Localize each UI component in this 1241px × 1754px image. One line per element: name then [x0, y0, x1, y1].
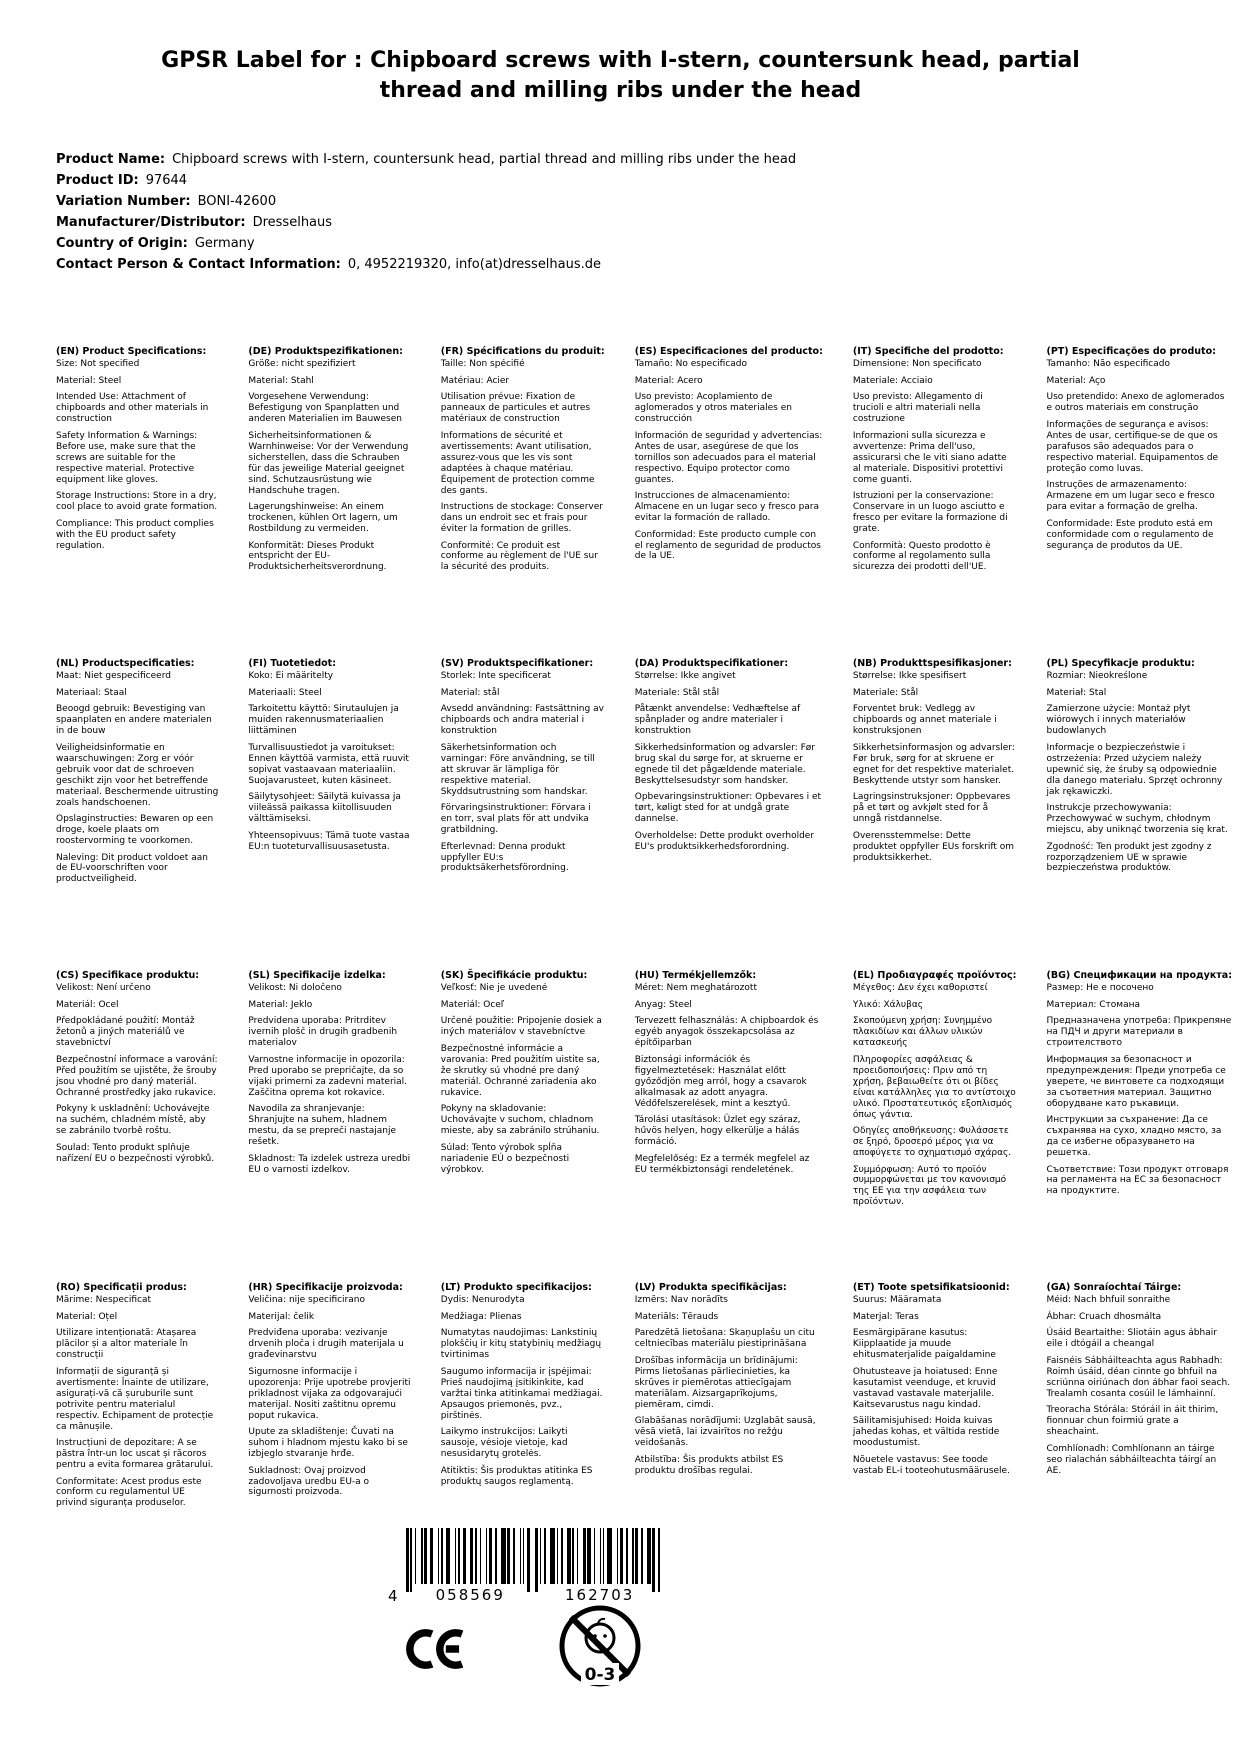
spec-block-da [635, 658, 823, 970]
spec-block-body [56, 671, 218, 885]
spec-paragraph: Lagerungshinweise: An einem trockenen, kühlen Ort lagern, um Rostbildung zu vermeiden. [248, 502, 398, 535]
spec-paragraph: Glabāšanas norādījumi: Uzglabāt sausā, vēsā vietā, lai izvairītos no režģu veidošanās. [634, 1416, 816, 1449]
spec-block-title: (HU) Termékjellemzők: [634, 970, 757, 982]
barcode-bar [486, 1528, 488, 1584]
spec-paragraph: Informazioni sulla sicurezza e avvertenze: Prima dell'uso, assicurarsi che le viti siano adatte al materiale. Dispositivi protettivi come guanti. [852, 430, 1007, 485]
spec-paragraph: Nõuetele vastavus: See toode vastab EL-i tooteohutusmäärusele. [852, 1454, 1010, 1476]
spec-paragraph: Material: Oțel [56, 1311, 118, 1322]
barcode-bar [501, 1528, 506, 1584]
spec-paragraph: Izmērs: Nav norādīts [634, 1295, 728, 1306]
spec-paragraph: Informações de segurança e avisos: Antes de usar, certifique-se de que os parafusos são adequados para o respectivo material. Equipamentos de proteção como luvas. [1046, 419, 1219, 474]
spec-paragraph: Υλικό: Χάλυβας [852, 999, 924, 1010]
spec-block-title: (SV) Produktspecifikationer: [440, 658, 594, 670]
spec-paragraph: Informacje o bezpieczeństwie i ostrzeżenia: Przed użyciem należy upewnić się, że śruby są odpowiednie dla danego materiału. Sprzęt ochronny jak rękawiczki. [1046, 742, 1223, 797]
product-info-value: 97644 [145, 173, 188, 189]
spec-block-de [248, 346, 410, 658]
spec-paragraph: Faisnéis Sábháilteachta agus Rabhadh: Roimh úsáid, déan cinnte go bhfuil na scriúnna oiriúnach don ábhar faoi seach. Trealamh cosanta cosúil le lámhainní. [1046, 1355, 1231, 1399]
spec-block-nb [853, 658, 1017, 970]
spec-paragraph: Tárolási utasítások: Üzlet egy száraz, hűvös helyen, hogy elkerülje a hálás formáció. [634, 1115, 801, 1148]
spec-paragraph: Istruzioni per la conservazione: Conservare in un luogo asciutto e fresco per evitare la formazione di grate. [852, 491, 1008, 535]
barcode-bar [458, 1528, 460, 1584]
spec-paragraph: Instrucțiuni de depozitare: A se păstra într-un loc uscat și răcoros pentru a evita formarea grătarului. [56, 1438, 214, 1471]
barcode-bar [544, 1528, 546, 1584]
spec-block-body [56, 1295, 218, 1509]
spec-paragraph: Rozmiar: Nieokreślone [1046, 671, 1148, 682]
spec-paragraph: Sikkerhetsinformasjon og advarsler: Før bruk, sørg for at skruene er egnet for det respektive materialet. Beskyttende utstyr som hansker. [852, 742, 1015, 786]
spec-paragraph: Saugumo informacija ir įspėjimai: Prieš naudojimą įsitikinkite, kad varžtai tinka atitinkamai medžiagai. Apsaugos priemonės, pvz., pirštinės. [440, 1366, 603, 1421]
spec-paragraph: Veličina: nije specificirano [248, 1295, 365, 1306]
spec-paragraph: Materiaal: Staal [56, 687, 127, 698]
spec-paragraph: Información de seguridad y advertencias: Antes de usar, asegúrese de que los tornillos son adecuados para el material respectivo. Equipo protector como guantes. [634, 430, 823, 485]
spec-block-body [853, 359, 1017, 573]
spec-block-title: (EL) Προδιαγραφές προϊόντος: [852, 970, 1017, 982]
spec-block-title: (BG) Спецификации на продукта: [1046, 970, 1232, 982]
spec-paragraph: Materijal: čelik [248, 1311, 315, 1322]
spec-block-title: (SK) Špecifikácie produktu: [440, 970, 588, 982]
age-warning-icon [558, 1602, 642, 1694]
product-info-label: Product ID: [56, 173, 139, 189]
spec-paragraph: Eesmärgipärane kasutus: Kiipplaatide ja muude ehitusmaterjalide paigaldamine [852, 1328, 996, 1361]
spec-paragraph: Overholdelse: Dette produkt overholder EU's produktsikkerhedsforordning. [634, 830, 815, 852]
spec-paragraph: Tamaño: No especificado [634, 359, 748, 370]
spec-paragraph: Megfelelőség: Ez a termék megfelel az EU termékbiztonsági rendeletének. [634, 1153, 810, 1175]
page-title: GPSR Label for : Chipboard screws with I-stern, countersunk head, partial thread and milling ribs under the head [161, 48, 1080, 103]
spec-paragraph: Material: Aço [1046, 375, 1106, 386]
spec-paragraph: Safety Information & Warnings: Before use, make sure that the screws are suitable for the respective material. Protective equipment like gloves. [56, 430, 198, 485]
barcode-bar [550, 1528, 555, 1584]
spec-paragraph: Material: Jeklo [248, 999, 313, 1010]
spec-block-body [853, 983, 1017, 1208]
spec-grid [56, 346, 1232, 1594]
spec-block-hr [248, 1282, 410, 1594]
spec-block-cs [56, 970, 218, 1282]
spec-paragraph: Σκοπούμενη χρήση: Συνημμένο πλακιδίων και άλλων υλικών κατασκευής [852, 1016, 993, 1049]
spec-block-it [853, 346, 1017, 658]
spec-paragraph: Storage Instructions: Store in a dry, cool place to avoid grate formation. [56, 491, 218, 513]
barcode-bar [470, 1528, 473, 1584]
spec-paragraph: Veľkosť: Nie je uvedené [440, 983, 548, 994]
spec-block-body [853, 671, 1017, 863]
spec-paragraph: Laikymo instrukcijos: Laikyti sausoje, vėsioje vietoje, kad nesusidarytų grotelės. [440, 1427, 568, 1460]
spec-paragraph: Størrelse: Ikke angivet [634, 671, 736, 682]
spec-paragraph: Material: Steel [56, 375, 122, 386]
spec-paragraph: Säilytysohjeet: Säilytä kuivassa ja viileässä paikassa kiitollisuuden välttämiseksi. [248, 792, 401, 825]
spec-block-title: (RO) Specificații produs: [56, 1282, 187, 1294]
spec-paragraph: Pokyny na skladovanie: Uchovávajte v suchom, chladnom mieste, aby sa zabránilo strúhaniu. [440, 1104, 600, 1137]
spec-paragraph: Bezpečnostné informácie a varovania: Pred použitím uistite sa, že skrutky sú vhodné pre daný materiál. Ochranné zariadenia ako rukavice. [440, 1043, 600, 1098]
product-info-label: Contact Person & Contact Information: [56, 256, 341, 272]
spec-paragraph: Предназначена употреба: Прикрепяне на ПДЧ и други материали в строителството [1046, 1016, 1232, 1049]
spec-paragraph: Úsáid Beartaithe: Sliotáin agus ábhair eile i dtógáil a cheangal [1046, 1328, 1217, 1350]
barcode-bar [480, 1528, 482, 1584]
spec-paragraph: Numatytas naudojimas: Lankstinių plokščių ir kitų statybinių medžiagų tvirtinimas [440, 1328, 602, 1361]
spec-paragraph: Materiale: Acciaio [852, 375, 933, 386]
spec-paragraph: Материал: Стомана [1046, 999, 1141, 1010]
barcode-bar [540, 1528, 542, 1584]
spec-paragraph: Instruções de armazenamento: Armazene em um lugar seco e fresco para evitar a formação de grelha. [1046, 480, 1215, 513]
spec-paragraph: Predvidena uporaba: Pritrditev ivernih plošč in drugih gradbenih materialov [248, 1016, 398, 1049]
spec-paragraph: Biztonsági információk és figyelmeztetések: Használat előtt győződjön meg arról, hogy a csavarok alkalmasak az adott anyagra. Védőfelszerelések, mint a kesztyű. [634, 1054, 807, 1109]
barcode-bar [406, 1528, 409, 1592]
spec-paragraph: Инструкции за съхранение: Да се съхранява на сухо, хладно място, за да се избегне образуването на решетка. [1046, 1115, 1222, 1159]
spec-paragraph: Méret: Nem meghatározott [634, 983, 757, 994]
spec-block-title: (CS) Specifikace produktu: [56, 970, 200, 982]
spec-paragraph: Conformitate: Acest produs este conform cu regulamentul UE privind siguranța produselor. [56, 1476, 202, 1509]
barcode-bar [603, 1528, 605, 1584]
spec-paragraph: Säkerhetsinformation och varningar: Före användning, se till att skruvar är lämpliga för respektive material. Skyddsutrustning som handskar. [440, 742, 595, 797]
barcode-bar [587, 1528, 590, 1584]
spec-paragraph: Tamanho: Não especificado [1046, 359, 1170, 370]
barcode-bar [641, 1528, 643, 1584]
barcode-prefix-digit: 4 [388, 1587, 398, 1605]
spec-block-fi [248, 658, 410, 970]
spec-paragraph: Materiál: Ocel [56, 999, 119, 1010]
barcode-bar [617, 1528, 619, 1584]
spec-block-body [635, 671, 823, 852]
spec-paragraph: Informații de siguranță și avertismente: Înainte de utilizare, asigurați-vă că șuruburile sunt potrivite pentru materialul respectiv. Echipament de protecție ca mănușile. [56, 1366, 214, 1432]
product-info-label: Product Name: [56, 152, 166, 168]
spec-paragraph: Utilizare intenționată: Atașarea plăcilor și a altor materiale în construcții [56, 1328, 197, 1361]
spec-paragraph: Beoogd gebruik: Bevestiging van spaanplaten en andere materialen in de bouw [56, 704, 212, 737]
spec-block-el [853, 970, 1017, 1282]
barcode-bar [620, 1528, 623, 1584]
spec-paragraph: Uso pretendido: Anexo de aglomerados e outros materiais em construção [1046, 392, 1225, 414]
ce-mark-icon [402, 1620, 470, 1678]
spec-block-et [853, 1282, 1017, 1594]
spec-block-body [441, 359, 605, 573]
spec-paragraph: Upute za skladištenje: Čuvati na suhom i hladnom mjestu kako bi se izbjeglo stvaranje hrđe. [248, 1427, 408, 1460]
product-info-row [56, 151, 1241, 170]
spec-block-hu [635, 970, 823, 1282]
spec-block-body [1046, 1295, 1232, 1476]
spec-paragraph: Materiale: Stål [852, 687, 919, 698]
spec-block-bg [1046, 970, 1232, 1282]
product-info-value: 0, 4952219320, info(at)dresselhaus.de [347, 256, 602, 272]
barcode-bar [424, 1528, 427, 1584]
spec-block-title: (LV) Produkta specifikācijas: [634, 1282, 787, 1294]
spec-paragraph: Compliance: This product complies with the EU product safety regulation. [56, 518, 214, 551]
spec-block-title: (HR) Specifikacije proizvoda: [248, 1282, 403, 1294]
spec-paragraph: Anyag: Steel [634, 999, 692, 1010]
spec-block-body [635, 983, 823, 1175]
spec-paragraph: Storlek: Inte specificerat [440, 671, 551, 682]
spec-block-title: (SL) Specifikacije izdelka: [248, 970, 386, 982]
barcode-bar [410, 1528, 412, 1592]
barcode-bar [513, 1528, 515, 1584]
spec-paragraph: Forventet bruk: Vedlegg av chipboards og annet materiale i konstruksjonen [852, 704, 997, 737]
spec-paragraph: Tervezett felhasználás: A chipboardok és egyéb anyagok összekapcsolása az építőiparban [634, 1016, 819, 1049]
spec-paragraph: Drošības informācija un brīdinājumi: Pirms lietošanas pārliecinieties, ka skrūves ir piemērotas attiecīgajam materiālam. Aizsargaprīkojums, piemēram, cimdi. [634, 1355, 798, 1410]
spec-block-body [635, 359, 823, 562]
spec-paragraph: Πληροφορίες ασφάλειας & προειδοποιήσεις: Πριν από τη χρήση, βεβαιωθείτε ότι οι βίδες είναι κατάλληλες για το αντίστοιχο υλικό. Προστατευτικός εξοπλισμός όπως γάντια. [852, 1054, 1016, 1120]
spec-paragraph: Uso previsto: Acoplamiento de aglomerados y otros materiales en construcción [634, 392, 792, 425]
spec-block-body [1046, 671, 1232, 874]
spec-block-body [56, 983, 218, 1164]
barcode-bar [583, 1528, 586, 1584]
product-info-row [56, 235, 1241, 254]
spec-paragraph: Material: Stahl [248, 375, 314, 386]
spec-paragraph: Materiale: Stål stål [634, 687, 720, 698]
spec-paragraph: Instrucciones de almacenamiento: Almacene en un lugar seco y fresco para evitar la formación de rallado. [634, 491, 820, 524]
spec-paragraph: Zamierzone użycie: Montaż płyt wiórowych i innych materiałów budowlanych [1046, 704, 1191, 737]
spec-paragraph: Bezpečnostní informace a varování: Před použitím se ujistěte, že šrouby jsou vhodné pro daný materiál. Ochranné prostředky jako rukavice. [56, 1054, 218, 1098]
spec-block-title: (EN) Product Specifications: [56, 346, 207, 358]
spec-block-body [56, 359, 218, 551]
barcode-bar [567, 1528, 570, 1584]
spec-block-body [441, 671, 605, 874]
spec-block-body [1046, 359, 1232, 551]
barcode-bar [520, 1528, 522, 1584]
spec-paragraph: Overensstemmelse: Dette produktet oppfyller EUs forskrift om produktsikkerhet. [852, 830, 1015, 863]
barcode-bar [507, 1528, 510, 1584]
barcode-bar [607, 1528, 612, 1584]
spec-paragraph: Koko: Ei määritelty [248, 671, 334, 682]
spec-paragraph: Velikost: Ni določeno [248, 983, 342, 994]
spec-block-title: (LT) Produkto specifikacijos: [440, 1282, 592, 1294]
spec-paragraph: Varnostne informacije in opozorila: Pred uporabo se prepričajte, da so vijaki primerni za zadevni material. Zaščitna oprema kot rokavice. [248, 1054, 408, 1098]
spec-paragraph: Taille: Non spécifié [440, 359, 525, 370]
spec-paragraph: Velikost: Není určeno [56, 983, 151, 994]
spec-block-body [248, 359, 410, 573]
barcode-main [406, 1528, 665, 1604]
spec-paragraph: Sicherheitsinformationen & Warnhinweise: Vor der Verwendung sicherstellen, dass die Schrauben für das jeweilige Material geeignet sind. Schutzausrüstung wie Handschuhe tragen. [248, 430, 409, 496]
barcode-bar [421, 1528, 423, 1584]
barcode-bar [600, 1528, 602, 1584]
spec-paragraph: Materiaali: Steel [248, 687, 322, 698]
barcode-bar [626, 1528, 628, 1584]
spec-paragraph: Intended Use: Attachment of chipboards and other materials in construction [56, 392, 209, 425]
spec-block-body [441, 1295, 605, 1487]
spec-paragraph: Paredzētā lietošana: Skaņuplašu un citu celtniecības materiālu piestiprināšana [634, 1328, 815, 1350]
spec-paragraph: Lagringsinstruksjoner: Oppbevares på et tørt og avkjølt sted for å unngå ristdannelse. [852, 792, 1011, 825]
product-info-value: Dresselhaus [252, 214, 333, 230]
spec-paragraph: Utilisation prévue: Fixation de panneaux de particules et autres matériaux de construction [440, 392, 591, 425]
spec-paragraph: Material: stål [440, 687, 500, 698]
spec-block-body [853, 1295, 1017, 1476]
spec-paragraph: Konformität: Dieses Produkt entspricht der EU-Produktsicherheitsverordnung. [248, 540, 387, 573]
barcode-bar [438, 1528, 440, 1584]
spec-paragraph: Materjal: Teras [852, 1311, 919, 1322]
spec-paragraph: Съответствие: Този продукт отговаря на регламента на ЕС за безопасност на продуктите. [1046, 1164, 1229, 1197]
spec-paragraph: Størrelse: Ikke spesifisert [852, 671, 967, 682]
barcode-bar [652, 1528, 655, 1592]
product-info-value: Chipboard screws with I-stern, countersunk head, partial thread and milling ribs under the head [172, 152, 797, 168]
spec-block-title: (FI) Tuotetiedot: [248, 658, 337, 670]
barcode-bar [632, 1528, 634, 1584]
spec-block-fr [441, 346, 605, 658]
spec-block-body [1046, 983, 1232, 1197]
product-info-label: Variation Number: [56, 194, 191, 210]
spec-paragraph: Größe: nicht spezifiziert [248, 359, 356, 370]
product-info-value: Germany [194, 235, 255, 251]
spec-paragraph: Uso previsto: Allegamento di trucioli e altri materiali nella costruzione [852, 392, 983, 425]
spec-paragraph: Sukladnost: Ovaj proizvod zadovoljava uredbu EU-a o sigurnosti proizvoda. [248, 1465, 370, 1498]
barcode-digit-group-right: 162703 [559, 1586, 640, 1604]
spec-paragraph: Avsedd användning: Fastsättning av chipboards och andra material i konstruktion [440, 704, 604, 737]
product-info-label: Manufacturer/Distributor: [56, 214, 246, 230]
barcode-bar [523, 1528, 525, 1584]
spec-paragraph: Maat: Niet gespecificeerd [56, 671, 171, 682]
spec-block-title: (DE) Produktspezifikationen: [248, 346, 403, 358]
spec-paragraph: Soulad: Tento produkt splňuje nařízení EU o bezpečnosti výrobků. [56, 1142, 215, 1164]
barcode-bar [415, 1528, 417, 1584]
spec-paragraph: Информация за безопасност и предупреждения: Преди употреба се уверете, че винтовете са подходящи за съответния материал. Защитно оборудване като ръкавици. [1046, 1054, 1226, 1109]
spec-block-title: (DA) Produktspecifikationer: [634, 658, 789, 670]
product-info-row [56, 214, 1241, 233]
spec-paragraph: Size: Not specified [56, 359, 140, 370]
spec-paragraph: Suurus: Määramata [852, 1295, 942, 1306]
barcode-bar [594, 1528, 596, 1584]
compliance-marks [402, 1620, 708, 1694]
spec-block-sv [441, 658, 605, 970]
spec-block-ga [1046, 1282, 1232, 1594]
spec-paragraph: Materiāls: Tērauds [634, 1311, 719, 1322]
product-info [56, 151, 1241, 274]
spec-paragraph: Informations de sécurité et avertissements: Avant utilisation, assurez-vous que les vis sont adaptées à chaque matériau. Équipement de protection comme des gants. [440, 430, 595, 496]
barcode-bar [577, 1528, 579, 1584]
barcode-bar [557, 1528, 559, 1584]
product-info-value: BONI-42600 [197, 194, 277, 210]
barcode-bar [455, 1528, 457, 1584]
age-warning-label: 0-3 [584, 1665, 616, 1685]
spec-paragraph: Materiał: Stal [1046, 687, 1107, 698]
spec-block-ro [56, 1282, 218, 1594]
spec-paragraph: Veiligheidsinformatie en waarschuwingen: Zorg er vóór gebruik voor dat de schroeven geschikt zijn voor het betreffende materiaal. Beschermende uitrusting zoals handschoenen. [56, 742, 219, 808]
barcode-bar [658, 1528, 660, 1592]
barcode-bar [635, 1528, 638, 1584]
spec-block-es [635, 346, 823, 658]
spec-paragraph: Förvaringsinstruktioner: Förvara i en torr, sval plats för att undvika gratbildning. [440, 803, 591, 836]
spec-block-title: (FR) Spécifications du produit: [440, 346, 605, 358]
spec-block-title: (GA) Sonraíochtaí Táirge: [1046, 1282, 1182, 1294]
spec-paragraph: Instructions de stockage: Conserver dans un endroit sec et frais pour éviter la formation de grilles. [440, 502, 603, 535]
barcode-bar [446, 1528, 451, 1584]
spec-paragraph: Ohutusteave ja hoiatused: Enne kasutamist veenduge, et kruvid vastavad vastavale materjalile. Kaitsevarustus nagu kindad. [852, 1366, 998, 1410]
spec-paragraph: Conformidade: Este produto está em conformidade com o regulamento de segurança de produtos da UE. [1046, 518, 1214, 551]
spec-paragraph: Navodila za shranjevanje: Shranjujte na suhem, hladnem mestu, da se prepreči nastajanje rešetk. [248, 1104, 397, 1148]
spec-paragraph: Conformità: Questo prodotto è conforme al regolamento sulla sicurezza dei prodotti dell'UE. [852, 540, 991, 573]
product-info-row [56, 193, 1241, 212]
barcode-bar [561, 1528, 563, 1584]
spec-paragraph: Předpokládané použití: Montáž žetonů a jiných materiálů ve stavebnictví [56, 1016, 195, 1049]
barcode-bar [441, 1528, 443, 1584]
spec-block-pl [1046, 658, 1232, 970]
barcode-bar [535, 1528, 538, 1592]
spec-block-body [441, 983, 605, 1175]
spec-paragraph: Размер: Не е посочено [1046, 983, 1154, 994]
spec-paragraph: Atitiktis: Šis produktas atitinka ES produktų saugos reglamentą. [440, 1465, 593, 1487]
bottom-section [388, 1528, 708, 1694]
product-info-row [56, 172, 1241, 191]
spec-block-title: (PL) Specyfikacje produktu: [1046, 658, 1195, 670]
spec-paragraph: Sikkerhedsinformation og advarsler: Før brug skal du sørge for, at skruerne er egnede til det pågældende materiale. Beskyttelsesudstyr som handsker. [634, 742, 815, 786]
spec-paragraph: Atbilstība: Šis produkts atbilst ES produktu drošības regulai. [634, 1454, 784, 1476]
barcode-bar [495, 1528, 497, 1584]
barcode-bars [406, 1528, 665, 1592]
spec-paragraph: Συμμόρφωση: Αυτό το προϊόν συμμορφώνεται με τον κανονισμό της ΕΕ για την ασφάλεια των προϊόντων. [852, 1164, 1007, 1208]
spec-paragraph: Sigurnosne informacije i upozorenja: Prije upotrebe provjeriti prikladnost vijaka za odgovarajući materijal. Nositi zaštitnu opremu poput rukavica. [248, 1366, 411, 1421]
spec-paragraph: Medžiaga: Plienas [440, 1311, 522, 1322]
spec-paragraph: Ábhar: Cruach dhosmálta [1046, 1311, 1162, 1322]
spec-block-title: (ES) Especificaciones del producto: [634, 346, 823, 358]
spec-paragraph: Instrukcje przechowywania: Przechowywać w suchym, chłodnym miejscu, aby uniknąć tworzenia się krat. [1046, 803, 1228, 836]
spec-paragraph: Vorgesehene Verwendung: Befestigung von Spanplatten und anderen Materialien im Bauwesen [248, 392, 402, 425]
spec-paragraph: Dimensione: Non specificato [852, 359, 982, 370]
spec-block-body [248, 1295, 410, 1498]
spec-paragraph: Tarkoitettu käyttö: Sirutaulujen ja muiden rakennusmateriaalien liittäminen [248, 704, 399, 737]
spec-paragraph: Méid: Nach bhfuil sonraithe [1046, 1295, 1171, 1306]
spec-block-title: (ET) Toote spetsifikatsioonid: [852, 1282, 1010, 1294]
spec-paragraph: Dydis: Nenurodyta [440, 1295, 525, 1306]
spec-block-body [248, 983, 410, 1175]
spec-block-title: (NL) Productspecificaties: [56, 658, 195, 670]
spec-paragraph: Predviđena uporaba: vezivanje drvenih ploča i drugih materijala u građevinarstvu [248, 1328, 404, 1361]
spec-paragraph: Comhlíonadh: Comhlíonann an táirge seo rialachán sábháilteachta táirgí an AE. [1046, 1443, 1217, 1476]
spec-block-sl [248, 970, 410, 1282]
spec-paragraph: Opslaginstructies: Bewaren op een droge, koele plaats om roostervorming te voorkomen. [56, 814, 214, 847]
spec-paragraph: Material: Acero [634, 375, 703, 386]
spec-block-title: (NB) Produkttspesifikasjoner: [852, 658, 1012, 670]
spec-block-title: (PT) Especificações do produto: [1046, 346, 1216, 358]
spec-block-body [635, 1295, 823, 1476]
barcode-bar [475, 1528, 477, 1584]
spec-paragraph: Pokyny k uskladnění: Uchovávejte na suchém, chladném místě, aby se zabránilo tvorbě roštu. [56, 1104, 210, 1137]
spec-block-title: (IT) Specifiche del prodotto: [852, 346, 1004, 358]
barcode-bar [572, 1528, 574, 1584]
spec-block-en [56, 346, 218, 658]
spec-paragraph: Materiál: Oceľ [440, 999, 505, 1010]
barcode-bar [489, 1528, 492, 1584]
spec-paragraph: Yhteensopivuus: Tämä tuote vastaa EU:n tuoteturvallisuusasetusta. [248, 830, 410, 852]
spec-paragraph: Matériau: Acier [440, 375, 510, 386]
spec-paragraph: Opbevaringsinstruktioner: Opbevares i et tørt, køligt sted for at undgå grate dannelse. [634, 792, 822, 825]
spec-paragraph: Súlad: Tento výrobok spĺňa nariadenie EÚ o bezpečnosti výrobkov. [440, 1142, 570, 1175]
spec-paragraph: Säilitamisjuhised: Hoida kuivas jahedas kohas, et vältida restide moodustumist. [852, 1416, 1000, 1449]
product-info-label: Country of Origin: [56, 235, 188, 251]
barcode-bar [463, 1528, 466, 1584]
spec-block-nl [56, 658, 218, 970]
barcode-bar [647, 1528, 650, 1584]
spec-block-sk [441, 970, 605, 1282]
spec-paragraph: Conformidad: Este producto cumple con el reglamento de seguridad de productos de la UE. [634, 529, 821, 562]
spec-paragraph: Treoracha Stórála: Stóráil in áit thirim, fionnuar chun foirmiú grate a sheachaint. [1046, 1405, 1219, 1438]
spec-paragraph: Påtænkt anvendelse: Vedhæftelse af spånplader og andre materialer i konstruktion [634, 704, 801, 737]
barcode [388, 1528, 708, 1604]
spec-block-body [248, 671, 410, 852]
barcode-bar [430, 1528, 433, 1584]
spec-paragraph: Turvallisuustiedot ja varoitukset: Ennen käyttöä varmista, että ruuvit sopivat vastaavaan materiaaliin. Suojavarusteet, kuten käsineet. [248, 742, 409, 786]
spec-paragraph: Mărime: Nespecificat [56, 1295, 151, 1306]
spec-paragraph: Conformité: Ce produit est conforme au règlement de l'UE sur la sécurité des produits. [440, 540, 598, 573]
barcode-digit-group-left: 058569 [430, 1586, 511, 1604]
spec-paragraph: Skladnost: Ta izdelek ustreza uredbi EU o varnosti izdelkov. [248, 1153, 411, 1175]
spec-paragraph: Zgodność: Ten produkt jest zgodny z rozporządzeniem UE w sprawie bezpieczeństwa produktów. [1046, 841, 1212, 874]
barcode-bar [527, 1528, 530, 1592]
spec-paragraph: Efterlevnad: Denna produkt uppfyller EU:s produktsäkerhetsförordning. [440, 841, 569, 874]
spec-block-pt [1046, 346, 1232, 658]
product-info-row [56, 256, 1241, 275]
spec-paragraph: Μέγεθος: Δεν έχει καθοριστεί [852, 983, 988, 994]
spec-paragraph: Určené použitie: Pripojenie dosiek a iných materiálov v stavebníctve [440, 1016, 602, 1038]
spec-paragraph: Οδηγίες αποθήκευσης: Φυλάσσετε σε ξηρό, δροσερό μέρος για να αποφύγετε το σχηματισμό σχάρας. [852, 1126, 1012, 1159]
spec-paragraph: Naleving: Dit product voldoet aan de EU-voorschriften voor productveiligheid. [56, 852, 208, 885]
